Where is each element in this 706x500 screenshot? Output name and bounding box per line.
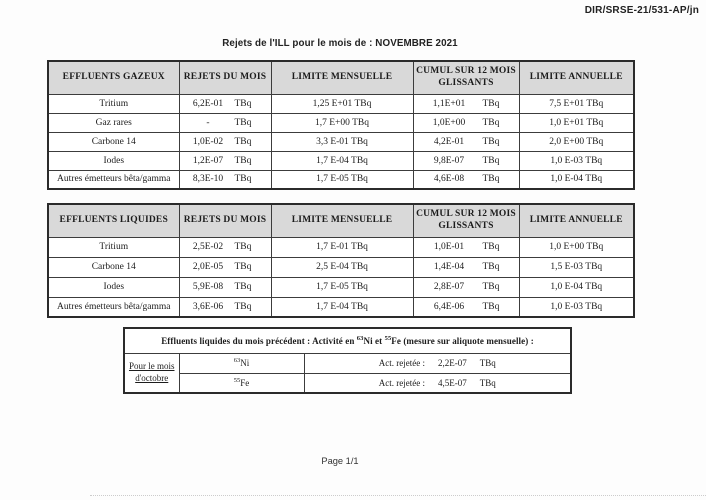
column-header-limite-mensuelle: LIMITE MENSUELLE	[271, 61, 413, 94]
cumulative-cell	[413, 237, 519, 257]
monthly-release-cell	[179, 113, 271, 132]
table-row	[48, 132, 634, 151]
row-label: Autres émetteurs bêta/gamma	[48, 297, 179, 317]
column-header-cumul-12-mois: CUMUL SUR 12 MOIS GLISSANTS	[413, 61, 519, 94]
table-row	[48, 151, 634, 170]
document-reference: DIR/SRSE-21/531-AP/jn	[584, 5, 699, 16]
monthly-limit-cell: 1,7 E+00 TBq	[271, 113, 413, 132]
unit-label: TBq	[234, 242, 252, 252]
table-row	[48, 113, 634, 132]
unit-label: TBq	[482, 301, 500, 312]
column-header-effluents-liquides: EFFLUENTS LIQUIDES	[48, 204, 179, 237]
annual-limit-cell: 7,5 E+01 TBq	[519, 94, 634, 113]
unit-label: TBq	[479, 377, 496, 388]
cumulative-cell	[413, 151, 519, 170]
monthly-limit-cell: 1,7 E-04 TBq	[271, 297, 413, 317]
activity-label: Act. rejetée :	[378, 377, 425, 388]
monthly-release-cell	[179, 237, 271, 257]
annual-limit-cell: 1,0 E-03 TBq	[519, 151, 634, 170]
column-header-limite-mensuelle: LIMITE MENSUELLE	[271, 204, 413, 237]
release-value: 6,2E-01	[192, 98, 224, 109]
annual-limit-cell: 1,0 E+00 TBq	[519, 237, 634, 257]
previous-month-activity-table	[123, 327, 572, 394]
unit-label: TBq	[482, 174, 500, 185]
monthly-limit-cell: 1,7 E-05 TBq	[271, 170, 413, 189]
monthly-release-cell	[179, 132, 271, 151]
activity-value: 2,2E-07	[437, 358, 467, 368]
unit-label: TBq	[482, 155, 500, 166]
activity-cell	[304, 353, 571, 373]
monthly-release-cell	[179, 94, 271, 113]
unit-label: TBq	[479, 358, 496, 368]
cumulative-value: 9,8E-07	[433, 155, 465, 166]
monthly-release-cell	[179, 257, 271, 277]
isotope-mass-superscript: 55	[384, 334, 392, 342]
page-title: Rejets de l'ILL pour le mois de : NOVEMBRE 2021	[222, 38, 458, 49]
row-label: Tritium	[48, 237, 179, 257]
row-label: Carbone 14	[48, 132, 179, 151]
isotope-mass-superscript: 55	[233, 376, 241, 384]
isotope-mass-superscript: 63	[356, 334, 364, 342]
annual-limit-cell: 1,0 E-04 TBq	[519, 170, 634, 189]
table-row	[48, 170, 634, 189]
isotope-cell	[179, 373, 304, 393]
cumulative-cell	[413, 257, 519, 277]
table-header-row	[48, 204, 634, 237]
cumulative-value: 6,4E-06	[433, 301, 465, 312]
cumulative-cell	[413, 297, 519, 317]
period-label-cell: Pour le mois d'octobre	[124, 353, 179, 393]
annual-limit-cell: 1,0 E-04 TBq	[519, 277, 634, 297]
unit-label: TBq	[234, 136, 252, 147]
table-row	[48, 257, 634, 277]
monthly-limit-cell: 1,7 E-05 TBq	[271, 277, 413, 297]
row-label: Tritium	[48, 94, 179, 113]
row-label: Iodes	[48, 277, 179, 297]
column-header-rejets-du-mois: REJETS DU MOIS	[179, 204, 271, 237]
row-label: Iodes	[48, 151, 179, 170]
monthly-release-cell	[179, 277, 271, 297]
cumulative-value: 1,0E-01	[433, 242, 465, 252]
unit-label: TBq	[482, 262, 500, 272]
column-header-rejets-du-mois: REJETS DU MOIS	[179, 61, 271, 94]
unit-label: TBq	[234, 282, 252, 292]
table-row	[124, 373, 571, 393]
monthly-release-cell	[179, 297, 271, 317]
scan-artifact-line	[90, 495, 706, 496]
annual-limit-cell: 2,0 E+00 TBq	[519, 132, 634, 151]
monthly-limit-cell: 2,5 E-04 TBq	[271, 257, 413, 277]
monthly-limit-cell: 3,3 E-01 TBq	[271, 132, 413, 151]
activity-label: Act. rejetée :	[378, 358, 425, 368]
cumulative-value: 2,8E-07	[433, 282, 465, 292]
cumulative-value: 4,2E-01	[433, 136, 465, 147]
release-value: 8,3E-10	[192, 174, 224, 185]
annual-limit-cell: 1,0 E-03 TBq	[519, 297, 634, 317]
unit-label: TBq	[482, 282, 500, 292]
release-value: 5,9E-08	[192, 282, 224, 292]
unit-label: TBq	[234, 174, 252, 185]
unit-label: TBq	[482, 242, 500, 252]
monthly-release-cell	[179, 151, 271, 170]
cumulative-value: 1,4E-04	[433, 262, 465, 272]
isotope-mass-superscript: 63	[233, 357, 241, 364]
unit-label: TBq	[482, 98, 500, 109]
unit-label: TBq	[234, 117, 252, 128]
table-row	[48, 297, 634, 317]
release-value: 1,2E-07	[192, 155, 224, 166]
row-label: Gaz rares	[48, 113, 179, 132]
monthly-limit-cell: 1,25 E+01 TBq	[271, 94, 413, 113]
cumulative-value: 4,6E-08	[433, 174, 465, 185]
activity-value: 4,5E-07	[437, 377, 467, 388]
monthly-limit-cell: 1,7 E-01 TBq	[271, 237, 413, 257]
release-value: 1,0E-02	[192, 136, 224, 147]
gaseous-effluents-table	[47, 60, 635, 190]
row-label: Autres émetteurs bêta/gamma	[48, 170, 179, 189]
liquid-effluents-table	[47, 203, 635, 318]
unit-label: TBq	[482, 136, 500, 147]
table-row	[48, 277, 634, 297]
unit-label: TBq	[234, 262, 252, 272]
cumulative-cell	[413, 277, 519, 297]
cumulative-cell	[413, 132, 519, 151]
unit-label: TBq	[234, 98, 252, 109]
annual-limit-cell: 1,5 E-03 TBq	[519, 257, 634, 277]
column-header-limite-annuelle: LIMITE ANNUELLE	[519, 61, 634, 94]
unit-label: TBq	[234, 155, 252, 166]
cumulative-cell	[413, 113, 519, 132]
cumulative-value: 1,1E+01	[432, 98, 466, 109]
annual-limit-cell: 1,0 E+01 TBq	[519, 113, 634, 132]
isotope-symbol: Ni	[240, 358, 250, 368]
row-label: Carbone 14	[48, 257, 179, 277]
isotope-symbol: Fe	[240, 377, 250, 388]
table-row	[124, 353, 571, 373]
column-header-cumul-12-mois: CUMUL SUR 12 MOIS GLISSANTS	[413, 204, 519, 237]
isotope-cell	[179, 353, 304, 373]
monthly-limit-cell: 1,7 E-04 TBq	[271, 151, 413, 170]
column-header-effluents-gazeux: EFFLUENTS GAZEUX	[48, 61, 179, 94]
release-value: 2,5E-02	[192, 242, 224, 252]
page-number: Page 1/1	[321, 456, 359, 466]
cumulative-value: 1,0E+00	[432, 117, 466, 128]
table-header-row	[124, 328, 571, 353]
release-value: -	[206, 117, 210, 128]
column-header-limite-annuelle: LIMITE ANNUELLE	[519, 204, 634, 237]
monthly-release-cell	[179, 170, 271, 189]
unit-label: TBq	[482, 117, 500, 128]
table-header-row	[48, 61, 634, 94]
activity-cell	[304, 373, 571, 393]
previous-month-table-title: Effluents liquides du mois précédent : Activité en $^{63}$Ni et $^{55}$Fe (mesure sur aliquote mensuelle) :	[124, 328, 571, 353]
unit-label: TBq	[234, 301, 252, 312]
table-row	[48, 237, 634, 257]
release-value: 2,0E-05	[192, 262, 224, 272]
table-row	[48, 94, 634, 113]
cumulative-cell	[413, 170, 519, 189]
release-value: 3,6E-06	[192, 301, 224, 312]
cumulative-cell	[413, 94, 519, 113]
